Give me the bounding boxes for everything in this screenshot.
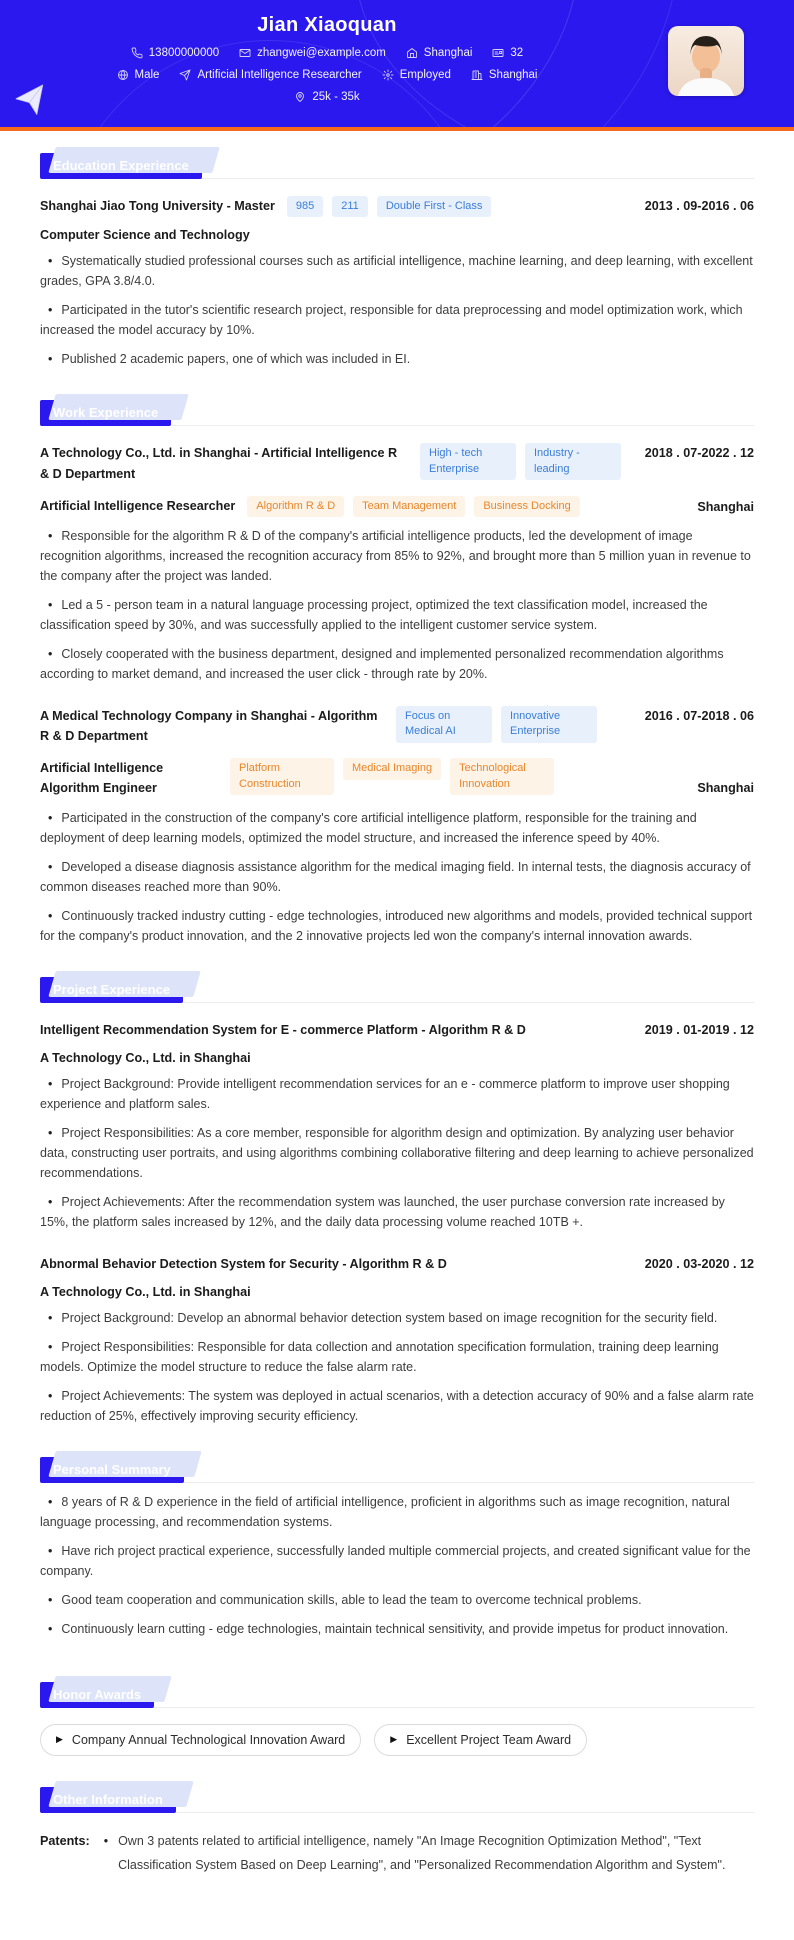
bullet-list	[40, 1492, 754, 1639]
major-name: Computer Science and Technology	[40, 228, 250, 243]
bullet-dot: •	[48, 1339, 53, 1354]
tag-badge: Business Docking	[474, 496, 579, 517]
entry-header	[40, 1020, 754, 1040]
work-entry	[40, 443, 754, 684]
role-row	[40, 758, 754, 798]
profile-photo	[668, 26, 744, 96]
contact-item	[131, 47, 219, 59]
award-label: Company Annual Technological Innovation Award	[71, 1732, 346, 1747]
date-range: 2013 . 09-2016 . 06	[644, 199, 754, 213]
bullet-list	[40, 1074, 754, 1232]
phone-icon	[131, 47, 143, 59]
bullet-dot: •	[48, 254, 53, 269]
tag-badge: Focus on Medical AI	[396, 706, 492, 743]
patents-label: Patents:	[40, 1833, 90, 1848]
award-pill-list	[40, 1724, 754, 1756]
entry-header	[40, 196, 754, 217]
section-work	[40, 399, 754, 945]
bullet-item	[40, 1590, 754, 1610]
bullet-text: Project Responsibilities: Responsible for data collection and annotation specification formulation, training deep learning models. Optimize the model structure to reduce the false alarm rate.	[40, 1339, 719, 1374]
paper-plane-icon	[11, 82, 50, 125]
bullet-text: Continuously tracked industry cutting - edge technologies, introduced new algorithms and models, provided technical support for the company's product innovation, and the 2 innovative projects led won the company's internal innovation awards.	[40, 908, 753, 943]
bullet-text: Have rich project practical experience, successfully landed multiple commercial projects, and created significant value for the company.	[40, 1543, 751, 1578]
bullet-dot: •	[48, 1310, 53, 1325]
section-summary	[40, 1456, 754, 1639]
bullet-list	[40, 808, 754, 946]
contact-item	[294, 91, 359, 103]
contact-label: 32	[510, 47, 524, 59]
tag-badge: 211	[332, 196, 368, 217]
bullet-item	[40, 526, 754, 586]
company-badges	[396, 706, 597, 743]
bullet-text: Systematically studied professional courses such as artificial intelligence, machine learning, and deep learning, with excellent grades, GPA 3.8/4.0.	[40, 254, 753, 289]
bullet-dot: •	[48, 810, 53, 825]
tag-badge: Industry - leading	[525, 443, 621, 480]
section-title: Honor Awards	[53, 1686, 142, 1702]
bullet-text: Project Achievements: After the recommendation system was launched, the user purchase conversion rate increased by 15%, the platform sales increased by 12%, and the daily data processing volume reached 10TB +.	[40, 1194, 725, 1229]
section-title-badge	[40, 1787, 176, 1813]
section-education	[40, 152, 754, 369]
contact-row-3	[10, 91, 644, 103]
section-projects	[40, 976, 754, 1426]
bullet-dot: •	[48, 352, 53, 367]
bullet-item	[40, 644, 754, 684]
role-title: Artificial Intelligence Researcher	[40, 498, 236, 513]
contact-row-1	[10, 47, 644, 59]
play-icon: ▶	[390, 1734, 398, 1745]
role-row	[40, 496, 754, 517]
bullet-text: Responsible for the algorithm R & D of the company's artificial intelligence products, led the development of image recognition algorithms, increased the recognition accuracy from 85% to 92%, and brought more than 5 million yuan in revenue to the company after the project was landed.	[40, 529, 751, 584]
section-honors	[40, 1681, 754, 1756]
section-title: Work Experience	[53, 405, 159, 421]
contact-item	[471, 69, 538, 81]
section-header	[40, 1681, 754, 1708]
bullet-text: Participated in the construction of the company's core artificial intelligence platform, responsible for the training and deployment of deep learning models, optimized the model structure, and increased the inference speed by 40%.	[40, 810, 697, 845]
resume-header	[0, 0, 794, 127]
bullet-item	[40, 251, 754, 291]
section-title-badge	[40, 1682, 154, 1708]
role-badges	[230, 758, 554, 795]
play-icon: ▶	[56, 1734, 63, 1745]
entry-header	[40, 443, 754, 483]
date-range: 2016 . 07-2018 . 06	[644, 709, 754, 724]
globe-icon	[117, 69, 129, 81]
patents-bullet	[90, 1829, 754, 1878]
tag-badge: High - tech Enterprise	[420, 443, 516, 480]
bullet-item	[40, 1337, 754, 1377]
bullet-dot: •	[103, 1833, 109, 1848]
section-title-badge	[40, 977, 183, 1003]
bullet-item	[40, 300, 754, 340]
candidate-name: Jian Xiaoquan	[257, 14, 397, 36]
bullet-dot: •	[48, 529, 53, 544]
project-entry	[40, 1254, 754, 1426]
role-title: Artificial Intelligence Algorithm Engineer	[40, 761, 164, 796]
bullet-text: Continuously learn cutting - edge technologies, maintain technical sensitivity, and provide impetus for product innovation.	[61, 1621, 729, 1636]
bullet-item	[40, 1492, 754, 1532]
bullet-dot: •	[48, 1494, 53, 1509]
bullet-dot: •	[48, 908, 53, 923]
date-range: 2019 . 01-2019 . 12	[644, 1022, 754, 1037]
contact-item	[382, 69, 451, 81]
entry-header	[40, 1254, 754, 1274]
tag-badge: Innovative Enterprise	[501, 706, 597, 743]
bullet-item	[40, 349, 754, 369]
tag-badge: Platform Construction	[230, 758, 334, 795]
bullet-dot: •	[48, 1621, 53, 1636]
bullet-list	[40, 1308, 754, 1426]
bullet-item	[40, 1541, 754, 1581]
bullet-text: Project Responsibilities: As a core member, responsible for algorithm design and optimization. By analyzing user behavior data, constructing user portraits, and using algorithms combining collaborative filtering and deep learning to achieve personalized recommendations.	[40, 1125, 754, 1180]
bullet-text: Closely cooperated with the business department, designed and implemented personalized recommendation algorithms according to market demand, and increased the user click - through rate by 20%.	[40, 647, 724, 682]
contact-label: Employed	[399, 69, 451, 81]
bullet-text: Developed a disease diagnosis assistance algorithm for the medical imaging field. In internal tests, the diagnosis accuracy of common diseases reached more than 90%.	[40, 859, 751, 894]
contact-item	[406, 47, 473, 59]
award-label: Excellent Project Team Award	[406, 1732, 572, 1747]
contact-label: Shanghai	[488, 69, 538, 81]
gear-icon	[382, 69, 394, 81]
contact-label: zhangwei@example.com	[257, 47, 386, 59]
project-company: A Technology Co., Ltd. in Shanghai	[40, 1284, 251, 1299]
bullet-dot: •	[48, 303, 53, 318]
section-title-badge	[40, 153, 202, 179]
section-header	[40, 152, 754, 179]
role-badges	[247, 496, 579, 517]
company-name: A Medical Technology Company in Shanghai - Algorithm R & D Department	[40, 709, 378, 744]
contact-label: Shanghai	[423, 47, 473, 59]
patents-text: Own 3 patents related to artificial intelligence, namely "An Image Recognition Optimization Method", "Text Classification System Based on Deep Learning", and "Personalized Recommendation Algorithm and System".	[118, 1833, 726, 1873]
bullet-text: Project Background: Provide intelligent recommendation services for an e - commerce platform to improve user shopping experience and platform sales.	[40, 1076, 730, 1111]
project-name: Intelligent Recommendation System for E - commerce Platform - Algorithm R & D	[40, 1022, 526, 1037]
bullet-text: Published 2 academic papers, one of which was included in EI.	[61, 352, 411, 367]
bullet-item	[40, 1123, 754, 1183]
patents-row	[40, 1829, 754, 1878]
bullet-dot: •	[48, 1388, 53, 1403]
bullet-dot: •	[48, 598, 53, 613]
project-company: A Technology Co., Ltd. in Shanghai	[40, 1050, 251, 1065]
project-entry	[40, 1020, 754, 1232]
mail-icon	[239, 47, 251, 59]
section-other	[40, 1786, 754, 1878]
company-badges	[420, 443, 621, 480]
tag-badge: Double First - Class	[377, 196, 492, 217]
bullet-item	[40, 1619, 754, 1639]
entry-header	[40, 706, 754, 746]
work-location: Shanghai	[697, 499, 754, 514]
bullet-dot: •	[48, 1592, 53, 1607]
contact-label: Male	[134, 69, 160, 81]
tag-badge: Technological Innovation	[450, 758, 554, 795]
award-pill[interactable]	[374, 1724, 587, 1756]
bullet-list	[40, 526, 754, 684]
bullet-item	[40, 595, 754, 635]
contact-item	[239, 47, 386, 59]
building-icon	[471, 69, 483, 81]
bullet-item	[40, 808, 754, 848]
bullet-dot: •	[48, 647, 53, 662]
work-location: Shanghai	[697, 781, 754, 796]
contact-label: 25k - 35k	[312, 91, 360, 103]
bullet-item	[40, 1192, 754, 1232]
work-entry	[40, 706, 754, 946]
date-range: 2020 . 03-2020 . 12	[644, 1256, 754, 1271]
bullet-text: 8 years of R & D experience in the field of artificial intelligence, proficient in algorithms such as image recognition, natural language processing, and recommendation systems.	[40, 1494, 730, 1529]
section-title-badge	[40, 400, 171, 426]
contact-item	[179, 69, 361, 81]
tag-badge: Algorithm R & D	[247, 496, 344, 517]
bullet-dot: •	[48, 1543, 53, 1558]
school-name: Shanghai Jiao Tong University - Master	[40, 199, 275, 213]
paper-plane-icon	[179, 69, 191, 81]
section-title: Personal Summary	[53, 1461, 171, 1477]
bullet-item	[40, 1386, 754, 1426]
bullet-text: Participated in the tutor's scientific research project, responsible for data preprocessing and model optimization work, which increased the model accuracy by 10%.	[40, 303, 743, 338]
section-header	[40, 976, 754, 1003]
bullet-item	[40, 1308, 754, 1328]
bullet-dot: •	[48, 1076, 53, 1091]
section-header	[40, 1786, 754, 1813]
bullet-item	[40, 906, 754, 946]
section-title-badge	[40, 1457, 184, 1483]
bullet-dot: •	[48, 1194, 53, 1209]
location-pin-icon	[294, 91, 306, 103]
tag-badge: Team Management	[353, 496, 465, 517]
contact-item	[492, 47, 523, 59]
tag-badge: 985	[287, 196, 323, 217]
bullet-text: Good team cooperation and communication skills, able to lead the team to overcome technical problems.	[61, 1592, 642, 1607]
resume-body	[0, 131, 794, 1918]
contact-label: Artificial Intelligence Researcher	[197, 69, 362, 81]
home-icon	[406, 47, 418, 59]
section-header	[40, 1456, 754, 1483]
bullet-text: Project Achievements: The system was deployed in actual scenarios, with a detection accuracy of 90% and a false alarm rate reduction of 25%, effectively improving security efficiency.	[40, 1388, 754, 1423]
bullet-item	[40, 1074, 754, 1114]
award-pill[interactable]	[40, 1724, 361, 1756]
education-entry	[40, 196, 754, 369]
school-badges	[287, 196, 491, 217]
section-title: Education Experience	[53, 158, 189, 173]
company-name: A Technology Co., Ltd. in Shanghai - Artificial Intelligence R & D Department	[40, 446, 398, 481]
contact-item	[117, 69, 160, 81]
bullet-item	[40, 857, 754, 897]
section-header	[40, 399, 754, 426]
contact-row-2	[10, 69, 644, 81]
date-range: 2018 . 07-2022 . 12	[644, 446, 754, 461]
bullet-list	[40, 251, 754, 369]
section-title: Other Information	[53, 1791, 163, 1807]
bullet-dot: •	[48, 859, 53, 874]
bullet-text: Led a 5 - person team in a natural language processing project, optimized the text classification model, increased the classification speed by 30%, and was successfully applied to the intelligent customer service system.	[40, 598, 708, 633]
bullet-dot: •	[48, 1125, 53, 1140]
project-name: Abnormal Behavior Detection System for Security - Algorithm R & D	[40, 1256, 447, 1271]
id-card-icon	[492, 47, 504, 59]
contact-label: 13800000000	[148, 47, 220, 59]
tag-badge: Medical Imaging	[343, 758, 441, 779]
section-title: Project Experience	[53, 981, 171, 997]
bullet-text: Project Background: Develop an abnormal behavior detection system based on image recognition for the security field.	[61, 1310, 718, 1325]
